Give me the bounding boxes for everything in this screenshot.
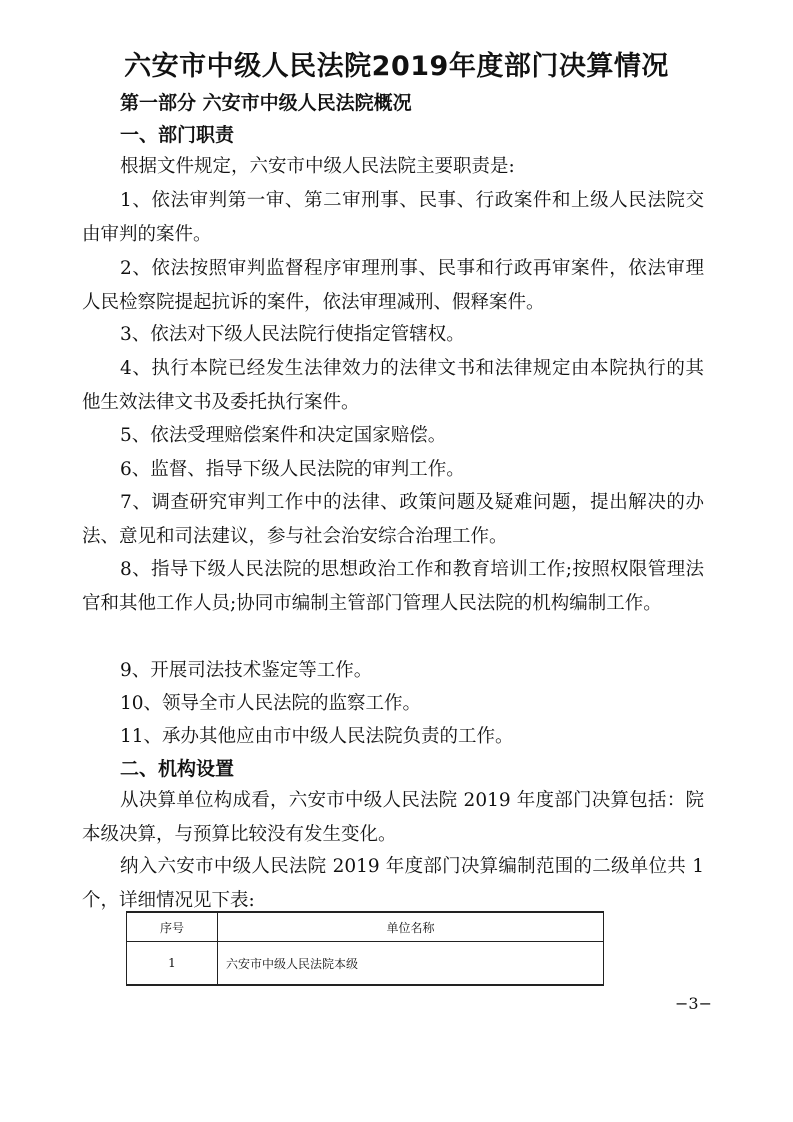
paragraph-org-1: 从决算单位构成看，六安市中级人民法院 2019 年度部门决算包括：院本级决算，与预算比较没有发生变化。 xyxy=(82,790,704,845)
table-header-index: 序号 xyxy=(127,912,218,942)
paragraph-duty-5: 5、依法受理赔偿案件和决定国家赔偿。 xyxy=(120,425,447,446)
part-heading: 第一部分 六安市中级人民法院概况 xyxy=(120,92,412,114)
page-number: −3− xyxy=(675,994,712,1013)
table-row xyxy=(127,942,604,986)
paragraph-duty-3: 3、依法对下级人民法院行使指定管辖权。 xyxy=(120,324,465,345)
paragraph-duty-1: 1、依法审判第一审、第二审刑事、民事、行政案件和上级人民法院交由审判的案件。 xyxy=(82,190,704,245)
paragraph-duty-10: 10、领导全市人民法院的监察工作。 xyxy=(120,693,422,714)
paragraph-duty-8: 8、指导下级人民法院的思想政治工作和教育培训工作;按照权限管理法官和其他工作人员;协同市编制主管部门管理人民法院的机构编制工作。 xyxy=(82,559,704,614)
section-heading-duties: 一、部门职责 xyxy=(120,124,235,146)
paragraph-org-2: 纳入六安市中级人民法院 2019 年度部门决算编制范围的二级单位共 1 个，详细情况见下表: xyxy=(82,856,704,911)
paragraph-duty-11: 11、承办其他应由市中级人民法院负责的工作。 xyxy=(120,726,514,747)
paragraph-intro: 根据文件规定，六安市中级人民法院主要职责是: xyxy=(120,156,515,177)
paragraph-duty-9: 9、开展司法技术鉴定等工作。 xyxy=(120,660,373,681)
table-header-unit-name: 单位名称 xyxy=(218,912,604,942)
paragraph-duty-4: 4、执行本院已经发生法律效力的法律文书和法律规定由本院执行的其他生效法律文书及委托执行案件。 xyxy=(82,358,704,413)
paragraph-duty-6: 6、监督、指导下级人民法院的审判工作。 xyxy=(120,459,465,480)
table-cell-index: 1 xyxy=(127,942,218,986)
paragraph-duty-7: 7、调查研究审判工作中的法律、政策问题及疑难问题，提出解决的办法、意见和司法建议，参与社会治安综合治理工作。 xyxy=(82,492,704,547)
table-header-row xyxy=(127,912,604,942)
units-table xyxy=(126,911,604,986)
section-heading-organization: 二、机构设置 xyxy=(120,758,235,780)
table-cell-unit-name: 六安市中级人民法院本级 xyxy=(218,942,604,986)
document-title: 六安市中级人民法院2019年度部门决算情况 xyxy=(124,51,669,82)
paragraph-duty-2: 2、依法按照审判监督程序审理刑事、民事和行政再审案件，依法审理人民检察院提起抗诉的案件，依法审理减刑、假释案件。 xyxy=(82,258,704,313)
